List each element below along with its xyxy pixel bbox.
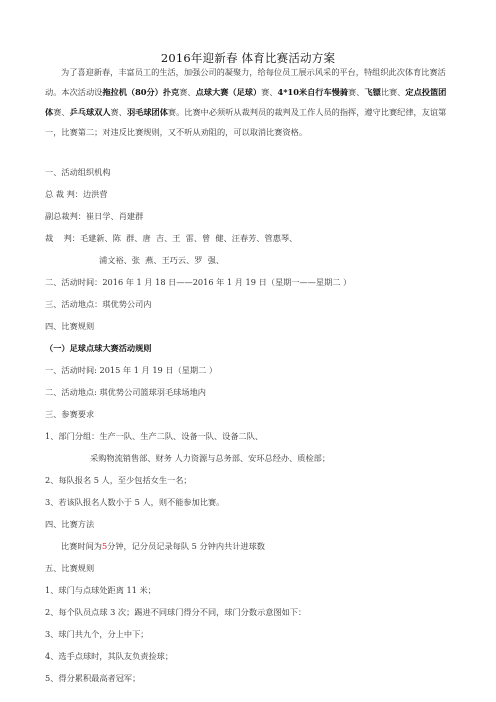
- method-minutes: 5: [101, 541, 108, 551]
- sub-place: 二、活动地点: 琪优势公司篮球羽毛球场地内: [45, 387, 206, 397]
- req-groups-2: 采购物流销售部、财务 人力资源与总务部、安环总经办、质检部；: [90, 453, 331, 463]
- intro-text-4: 赛、: [348, 87, 365, 97]
- event-badminton: 羽毛球团体: [126, 107, 168, 117]
- intro-text-7: 赛、: [110, 107, 127, 117]
- section-rules: 四、比赛规则: [45, 321, 95, 331]
- req-groups-1: 1、部门分组：生产一队、生产二队、设备一队、设备二队、: [45, 431, 264, 441]
- event-darts: 飞镖: [364, 87, 381, 97]
- event-penalty: 点球大赛（足球）: [195, 87, 262, 97]
- sub-time: 一、活动时间: 2015 年 1 月 19 日（星期二 ）: [45, 365, 218, 375]
- section-method: 四、比赛方法: [45, 519, 95, 529]
- rule-2: 2、每个队员点球 3 次；踢进不同球门得分不同，球门分数示意图如下：: [45, 607, 307, 617]
- chief-judge: 总 裁 判：边洪营: [45, 189, 108, 199]
- rule-5: 5、得分累积最高者冠军；: [45, 673, 141, 683]
- intro-text-6: 赛、: [53, 107, 70, 117]
- event-time: 二、活动时间：2016 年 1 月 18 日——2016 年 1 月 19 日（星期一——星期二 ）: [45, 277, 352, 287]
- intro-paragraph: [45, 62, 453, 142]
- method-text: 比赛时间为5分钟，记分员记录每队 5 分钟内共计进球数: [61, 541, 265, 551]
- intro-text-8: 赛。比赛中必须听从裁判员的裁判及工作人员的指挥，遵守比赛纪律，友谊第一，比赛第二；对违反比赛规则，又不听从劝阻的，可以取消比赛资格。: [45, 107, 447, 137]
- intro-text-1: 为了喜迎新春，丰富员工的生活，加强公司的凝聚力，给每位员工展示风采的平台，特组织此次体育比赛活动。本次活动设: [45, 67, 446, 97]
- intro-text-5: 比赛、: [380, 87, 406, 97]
- intro-text-3: 赛、: [261, 87, 278, 97]
- judges-line-1: 裁 判：毛建新、陈 群、唐 吉、王 雷、曾 健、汪春芳、管惠琴、: [45, 233, 298, 243]
- rule-4: 4、选手点球时，其队友负责捡球；: [45, 651, 174, 661]
- rule-1: 1、球门与点球处距离 11 米；: [45, 585, 156, 595]
- judges-line-2: 浦文裕、张 燕、王巧云、罗 强、: [99, 255, 225, 265]
- req-minimum: 3、若该队报名人数小于 5 人，则不能参加比赛。: [45, 497, 225, 507]
- section-org: 一、活动组织机构: [45, 167, 111, 177]
- rule-3: 3、球门共九个，分上中下；: [45, 629, 149, 639]
- intro-text-2: 赛、: [179, 87, 196, 97]
- section-requirements: 三、参赛要求: [45, 409, 95, 419]
- event-poker: 拖拉机（80分）扑克: [102, 87, 180, 97]
- event-pingpong: 乒乓球双人: [69, 107, 111, 117]
- section-match-rules: 五、比赛规则: [45, 563, 95, 573]
- subsection-penalty-rules: （一）足球点球大赛活动规则: [45, 343, 152, 353]
- event-basketball: 定点投篮团体: [45, 87, 447, 117]
- document-title: 2016年迎新春 体育比赛活动方案: [160, 51, 336, 65]
- req-team-size: 2、每队报名 5 人，至少包括女生一名；: [45, 475, 192, 485]
- vice-judge: 副总裁判：崔日学、肖建群: [45, 211, 144, 221]
- event-place: 三、活动地点：琪优势公司内: [45, 299, 152, 309]
- event-cycling: 4*10米自行车慢骑: [277, 87, 349, 97]
